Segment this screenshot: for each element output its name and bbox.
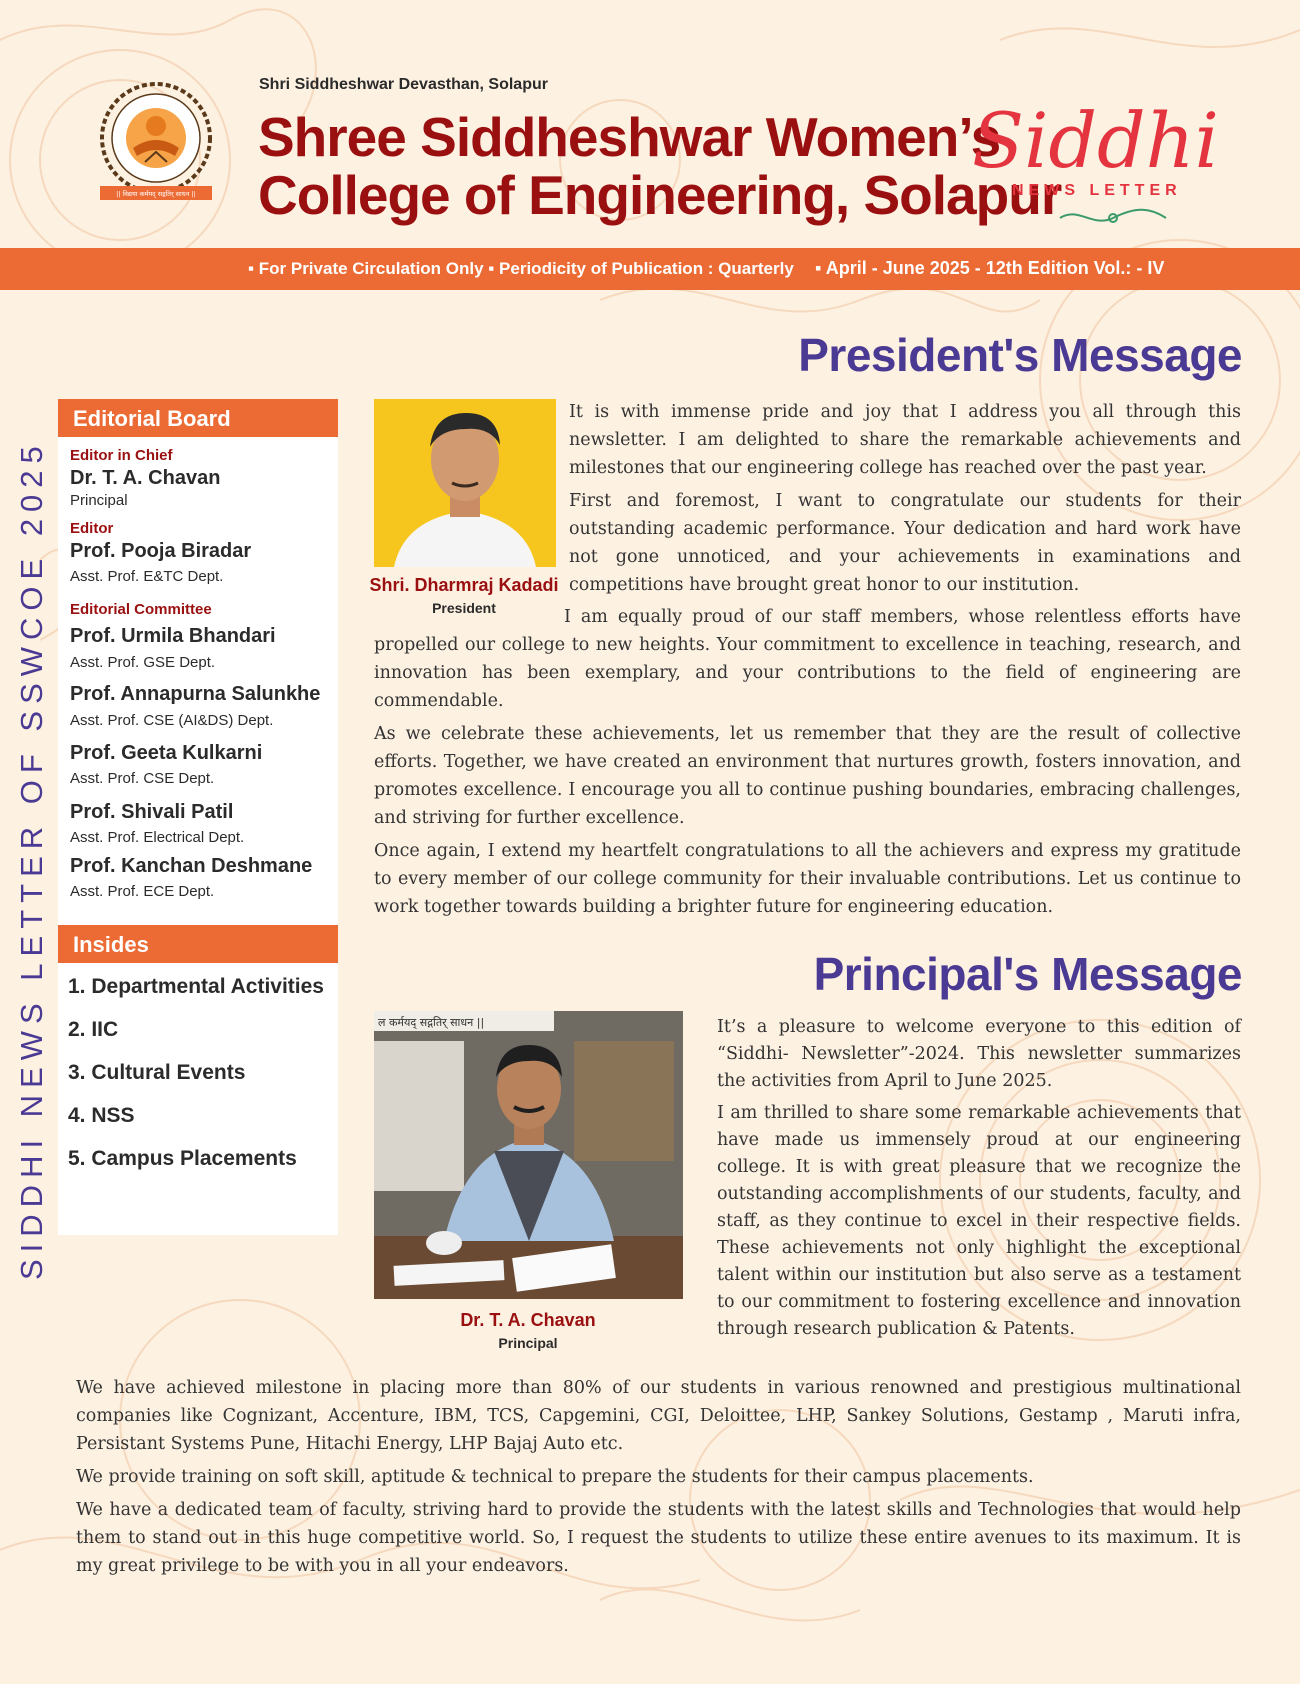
president-photo-name: Shri. Dharmraj Kadadi xyxy=(369,575,559,595)
committee-member-role: Asst. Prof. GSE Dept. xyxy=(70,654,216,671)
college-name-line2: College of Engineering, Solapur xyxy=(258,164,1062,226)
principal-body-text xyxy=(76,1374,1241,1585)
band-edition: ▪ April - June 2025 - 12th Edition Vol.: - IV xyxy=(815,258,1165,278)
committee-member-name: Prof. Urmila Bhandari xyxy=(70,625,276,647)
principal-photo-name: Dr. T. A. Chavan xyxy=(460,1310,596,1330)
principal-photo-banner: ल कर्मयद् सद्गतिर् साधन || xyxy=(378,1016,485,1029)
editorial-board-panel xyxy=(58,399,338,1235)
band-circulation: ▪ For Private Circulation Only ▪ Periodicity of Publication : Quarterly xyxy=(248,259,794,278)
publication-band xyxy=(0,248,1300,290)
principal-paragraph: I am thrilled to share some remarkable achievements that have made us immensely proud at our engineering college. It is with great pleasure that we recognize the outstanding accomplishments of our students, faculty, and staff, as they continue to excel in their respective fields. These achievements not only highlight the exceptional talent within our institution but also serve as a testament to our commitment to fostering excellence and innovation through research publication & Patents. xyxy=(717,1103,1241,1339)
editorial-board-heading: Editorial Board xyxy=(58,399,338,437)
vertical-side-text: SIDDHI NEWS LETTER OF SSWCOE 2025 xyxy=(14,439,49,1280)
college-logo xyxy=(95,82,217,212)
principal-paragraph: We have achieved milestone in placing more than 80% of our students in various renowned and prestigious multinational companies like Cognizant, Accenture, IBM, TCS, Capgemini, CGI, Deloittee, LHP, Sankey Solutions, Gestamp , Maruti infra, Persistant Systems Pune, Hitachi Energy, LHP Bajaj Auto etc. xyxy=(76,1378,1241,1454)
editor-in-chief-label: Editor in Chief xyxy=(70,447,173,464)
insides-item: 5. Campus Placements xyxy=(68,1147,297,1170)
committee-label: Editorial Committee xyxy=(70,601,212,618)
trust-name: Shri Siddheshwar Devasthan, Solapur xyxy=(259,76,548,93)
logo-motto: || विद्यया कर्मयद् सद्गतिर् साधन || xyxy=(116,190,196,198)
president-paragraph: Once again, I extend my heartfelt congratulations to all the achievers and express my gratitude to every member of our college community for their invaluable contributions. Let us continue to work together towards building a brighter future for engineering education. xyxy=(374,841,1241,917)
committee-member-name: Prof. Geeta Kulkarni xyxy=(70,742,263,764)
committee-member-name: Prof. Kanchan Deshmane xyxy=(70,855,313,877)
insides-item: 3. Cultural Events xyxy=(68,1061,246,1084)
ornament-icon xyxy=(1058,206,1168,228)
editor-role: Asst. Prof. E&TC Dept. xyxy=(70,568,224,585)
president-paragraph: It is with immense pride and joy that I address you all through this newsletter. I am delighted to share the remarkable achievements and milestones that our engineering college has reached over the past year. xyxy=(569,402,1241,478)
president-paragraph: As we celebrate these achievements, let us remember that they are the result of collective efforts. Together, we have created an environment that nurtures growth, fosters innovation, and promotes excellence. I encourage you all to continue pushing boundaries, embracing challenges, and striving for further excellence. xyxy=(374,724,1241,828)
insides-heading: Insides xyxy=(58,925,338,963)
principal-paragraph: We provide training on soft skill, aptitude & technical to prepare the students for their campus placements. xyxy=(76,1467,1034,1487)
insides-item: 4. NSS xyxy=(68,1104,135,1127)
editor-label: Editor xyxy=(70,520,114,537)
committee-member-name: Prof. Shivali Patil xyxy=(70,801,234,823)
president-intro-text xyxy=(569,398,1241,604)
newsletter-subtitle: NEWS LETTER xyxy=(1012,182,1182,199)
president-paragraph: First and foremost, I want to congratulate our students for their outstanding academic performance. Your dedication and hard work have not gone unnoticed, and your achievements in examinations and competitions have brought great honor to our institution. xyxy=(569,491,1241,595)
committee-member-role: Asst. Prof. CSE Dept. xyxy=(70,770,215,787)
committee-member-name: Prof. Annapurna Salunkhe xyxy=(70,683,321,705)
principal-message-title: Principal's Message xyxy=(813,948,1242,1000)
editor-in-chief-name: Dr. T. A. Chavan xyxy=(70,467,221,489)
president-photo xyxy=(374,399,556,567)
committee-member-role: Asst. Prof. Electrical Dept. xyxy=(70,829,245,846)
principal-photo-role: Principal xyxy=(498,1335,558,1351)
college-name xyxy=(258,108,1061,224)
insides-item: 1. Departmental Activities xyxy=(68,975,324,998)
newsletter-title: Siddhi xyxy=(972,96,1219,185)
principal-paragraph: It’s a pleasure to welcome everyone to this edition of “Siddhi- Newsletter”-2024. This newsletter summarizes the activities from April to June 2025. xyxy=(717,1017,1241,1091)
editor-in-chief-role: Principal xyxy=(70,492,128,509)
insides-item: 2. IIC xyxy=(68,1018,119,1041)
president-paragraph: I am equally proud of our staff members, whose relentless efforts have propelled our college to new heights. Your commitment to excellence in teaching, research, and innovation has been exemplary, and your contributions to the field of engineering are commendable. xyxy=(374,607,1241,711)
committee-member-role: Asst. Prof. CSE (AI&DS) Dept. xyxy=(70,712,274,729)
editor-name: Prof. Pooja Biradar xyxy=(70,540,252,562)
college-name-line1: Shree Siddheshwar Women’s xyxy=(258,106,1001,168)
committee-member-role: Asst. Prof. ECE Dept. xyxy=(70,883,215,900)
principal-intro-text xyxy=(717,1014,1241,1348)
president-body-text xyxy=(374,603,1241,926)
president-photo-role: President xyxy=(432,600,496,616)
principal-photo xyxy=(374,1011,683,1299)
president-message-title: President's Message xyxy=(798,329,1242,381)
principal-paragraph: We have a dedicated team of faculty, striving hard to provide the students with the latest skills and Technologies that would help them to stand out in this huge competitive world. So, I request the students to utilize these entire avenues to its maximum. It is my great privilege to be with you in all your endeavors. xyxy=(76,1500,1241,1576)
